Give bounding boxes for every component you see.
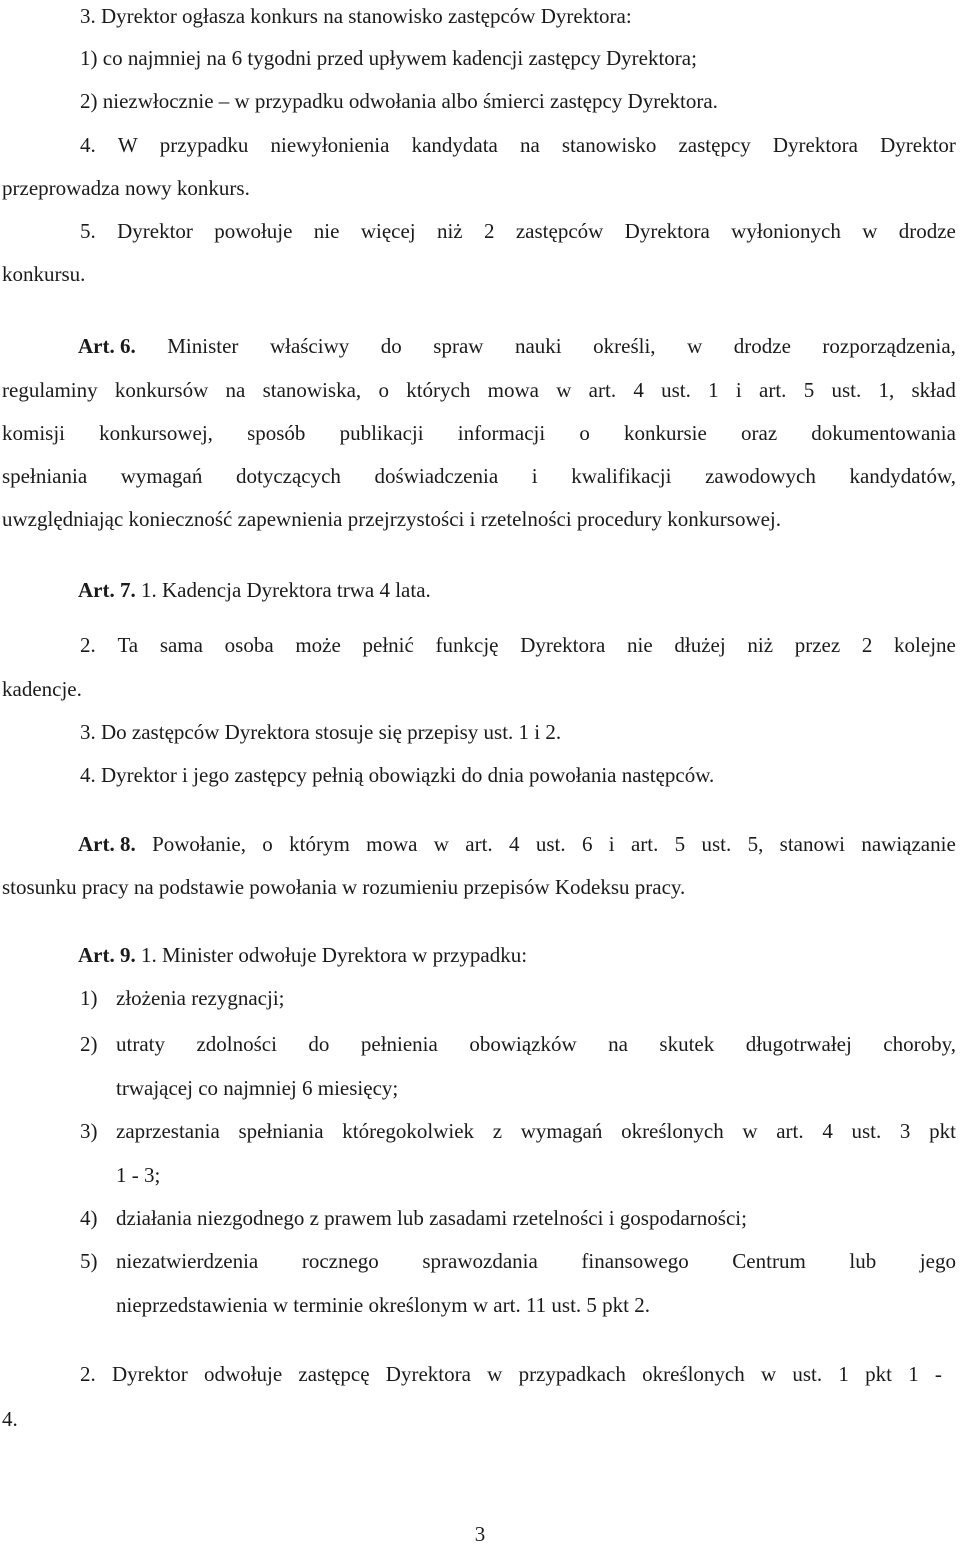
word: w: [433, 832, 449, 856]
justified-line: [80, 1364, 942, 1385]
word: rozporządzenia,: [822, 334, 956, 358]
word: art.: [776, 1119, 804, 1143]
justified-line: [80, 221, 956, 242]
text-line: uwzględniając konieczność zapewnienia przejrzystości i rzetelności procedury konkursowej.: [2, 507, 782, 531]
word: drodze: [898, 219, 956, 243]
list-item-number: 2): [80, 1032, 98, 1056]
word: przez: [794, 633, 841, 657]
word: Dyrektor: [111, 1362, 188, 1386]
article-label: Art. 9.: [78, 943, 136, 967]
word: funkcję: [435, 633, 499, 657]
word: 2: [483, 219, 495, 243]
word: lub: [849, 1249, 877, 1273]
word: ust.: [535, 832, 566, 856]
word: na: [519, 133, 540, 157]
word: Centrum: [732, 1249, 806, 1273]
text-line: przeprowadza nowy konkurs.: [2, 176, 250, 200]
word: zastępcę: [298, 1362, 370, 1386]
word: 2.: [80, 1362, 96, 1386]
word: spełniania: [238, 1119, 324, 1143]
text-line: kadencje.: [2, 677, 82, 701]
article-text: 1. Minister odwołuje Dyrektora w przypadku:: [140, 943, 528, 967]
article-heading-line: [78, 336, 956, 357]
list-item-number: 5): [80, 1249, 98, 1273]
word: wymagań: [520, 1119, 603, 1143]
word: ust.: [661, 378, 691, 402]
word: przypadku: [159, 133, 249, 157]
word: i: [735, 378, 742, 402]
word: i: [608, 832, 615, 856]
text-line: 1) co najmniej na 6 tygodni przed upływem kadencji zastępcy Dyrektora;: [80, 46, 697, 70]
word: pełnić: [362, 633, 414, 657]
word: Dyrektora: [624, 219, 710, 243]
text-line: 3. Do zastępców Dyrektora stosuje się przepisy ust. 1 i 2.: [80, 720, 562, 744]
word: nie: [313, 219, 340, 243]
word: Dyrektor: [880, 133, 956, 157]
word: powołuje: [214, 219, 293, 243]
article-heading-line: [78, 945, 527, 966]
word: zastępcy: [678, 133, 751, 157]
word: może: [295, 633, 341, 657]
word: 5,: [747, 832, 764, 856]
word: konkursowej,: [99, 421, 213, 445]
justified-line: [116, 1251, 956, 1272]
page-number: 3: [474, 1522, 486, 1546]
word: Dyrektor: [117, 219, 193, 243]
word: choroby,: [883, 1032, 956, 1056]
word: w: [687, 334, 703, 358]
word: stanowi: [779, 832, 845, 856]
word: 1: [708, 378, 719, 402]
word: w: [862, 219, 878, 243]
word: w: [760, 1362, 777, 1386]
word: których: [406, 378, 471, 402]
word: kandydata: [411, 133, 498, 157]
word: 1: [908, 1362, 919, 1386]
list-item-text: złożenia rezygnacji;: [116, 986, 285, 1010]
word: z: [492, 1119, 503, 1143]
list-item-number: 4): [80, 1206, 98, 1230]
word: 2.: [80, 633, 96, 657]
word: w: [742, 1119, 758, 1143]
word: ust.: [792, 1362, 823, 1386]
word: 5: [674, 832, 686, 856]
word: W: [117, 133, 138, 157]
article-heading-line: [78, 834, 956, 855]
word: Minister: [167, 334, 239, 358]
word: do: [308, 1032, 330, 1056]
word: pkt: [865, 1362, 892, 1386]
article-label: Art. 8.: [78, 832, 136, 856]
justified-line: [2, 423, 956, 444]
word: kwalifikacji: [571, 464, 672, 488]
word: konkursów: [114, 378, 209, 402]
word: finansowego: [581, 1249, 689, 1273]
word: rocznego: [301, 1249, 379, 1273]
word: więcej: [360, 219, 416, 243]
list-item-number: 1): [80, 986, 98, 1010]
word: skład: [911, 378, 956, 402]
word: stanowisko: [561, 133, 657, 157]
word: odwołuje: [204, 1362, 283, 1386]
word: mowa: [487, 378, 539, 402]
word: dłużej: [674, 633, 726, 657]
text-line: 4. Dyrektor i jego zastępcy pełnią obowiązki do dnia powołania następców.: [80, 763, 715, 787]
word: przypadkach: [518, 1362, 626, 1386]
word: w: [556, 378, 572, 402]
word: o: [378, 378, 389, 402]
word: stanowiska,: [262, 378, 362, 402]
word: 5.: [80, 219, 96, 243]
text-line: stosunku pracy na podstawie powołania w rozumieniu przepisów Kodeksu pracy.: [2, 875, 686, 899]
word: sprawozdania: [422, 1249, 538, 1273]
word: 4.: [80, 133, 96, 157]
word: na: [608, 1032, 628, 1056]
word: niż: [747, 633, 774, 657]
word: zaprzestania: [116, 1119, 220, 1143]
word: pkt: [929, 1119, 956, 1143]
word: 2: [861, 633, 873, 657]
word: regulaminy: [2, 378, 98, 402]
justified-line: [116, 1121, 956, 1142]
word: publikacji: [339, 421, 424, 445]
word: do: [380, 334, 402, 358]
list-item-text: trwającej co najmniej 6 miesięcy;: [116, 1076, 399, 1100]
article-heading-line: [78, 580, 431, 601]
word: 1,: [878, 378, 895, 402]
justified-line: [2, 466, 956, 487]
word: o: [262, 832, 273, 856]
justified-line: [116, 1034, 956, 1055]
word: zastępców: [515, 219, 604, 243]
word: 4: [822, 1119, 833, 1143]
article-label: Art. 7.: [78, 578, 136, 602]
word: informacji: [457, 421, 546, 445]
word: 4: [509, 832, 520, 856]
word: o: [579, 421, 590, 445]
list-item-text: 1 - 3;: [116, 1163, 161, 1187]
word: 4: [633, 378, 644, 402]
word: osoba: [224, 633, 274, 657]
word: spełniania: [2, 464, 88, 488]
justified-line: [2, 380, 956, 401]
text-line: 2) niezwłocznie – w przypadku odwołania albo śmierci zastępcy Dyrektora.: [80, 89, 718, 113]
word: doświadczenia: [374, 464, 499, 488]
justified-line: [80, 635, 956, 656]
word: Dyrektora: [385, 1362, 471, 1386]
word: sama: [159, 633, 203, 657]
article-text: 1. Kadencja Dyrektora trwa 4 lata.: [140, 578, 431, 602]
word: spraw: [433, 334, 484, 358]
word: Dyrektora: [772, 133, 858, 157]
word: wyłonionych: [731, 219, 841, 243]
word: ust.: [831, 378, 862, 402]
word: określonych: [642, 1362, 745, 1386]
word: komisji: [2, 421, 66, 445]
word: zawodowych: [705, 464, 816, 488]
article-label: Art. 6.: [78, 334, 136, 358]
word: którym: [289, 832, 350, 856]
word: 1: [838, 1362, 849, 1386]
word: na: [225, 378, 246, 402]
word: oraz: [741, 421, 778, 445]
word: Powołanie,: [152, 832, 246, 856]
word: dokumentowania: [811, 421, 956, 445]
word: któregokolwiek: [342, 1119, 475, 1143]
word: nie: [627, 633, 653, 657]
word: dotyczących: [235, 464, 341, 488]
word: 5: [803, 378, 815, 402]
word: ust.: [701, 832, 732, 856]
word: kolejne: [894, 633, 956, 657]
text-line: 3. Dyrektor ogłasza konkurs na stanowisko zastępców Dyrektora:: [80, 4, 632, 28]
word: konkursie: [624, 421, 707, 445]
word: utraty: [116, 1032, 165, 1056]
word: i: [531, 464, 538, 488]
word: nauki: [514, 334, 562, 358]
word: wymagań: [120, 464, 203, 488]
text-line: konkursu.: [2, 262, 86, 286]
word: obowiązków: [469, 1032, 577, 1056]
word: jego: [919, 1249, 956, 1273]
word: pełnienia: [360, 1032, 438, 1056]
text-line: 4.: [2, 1407, 18, 1431]
word: art.: [465, 832, 493, 856]
word: Ta: [117, 633, 139, 657]
word: określi,: [593, 334, 656, 358]
word: w: [487, 1362, 503, 1386]
word: mowa: [366, 832, 418, 856]
word: niezatwierdzenia: [116, 1249, 259, 1273]
word: ust.: [851, 1119, 882, 1143]
word: art.: [588, 378, 617, 402]
word: niewyłonienia: [270, 133, 390, 157]
word: art.: [630, 832, 659, 856]
word: 3: [899, 1119, 911, 1143]
word: długotrwałej: [745, 1032, 852, 1056]
word: Dyrektora: [520, 633, 606, 657]
list-item-text: nieprzedstawienia w terminie określonym w art. 11 ust. 5 pkt 2.: [116, 1293, 651, 1317]
word: art.: [759, 378, 787, 402]
list-item-text: działania niezgodnego z prawem lub zasadami rzetelności i gospodarności;: [116, 1206, 747, 1230]
word: określonych: [621, 1119, 724, 1143]
justified-line: [80, 135, 956, 156]
word: -: [934, 1362, 942, 1386]
word: właściwy: [269, 334, 350, 358]
word: nawiązanie: [861, 832, 956, 856]
list-item-number: 3): [80, 1119, 98, 1143]
word: 6: [581, 832, 593, 856]
word: kandydatów,: [849, 464, 956, 488]
word: sposób: [247, 421, 306, 445]
word: drodze: [733, 334, 791, 358]
word: skutek: [659, 1032, 715, 1056]
word: niż: [436, 219, 463, 243]
word: zdolności: [196, 1032, 277, 1056]
